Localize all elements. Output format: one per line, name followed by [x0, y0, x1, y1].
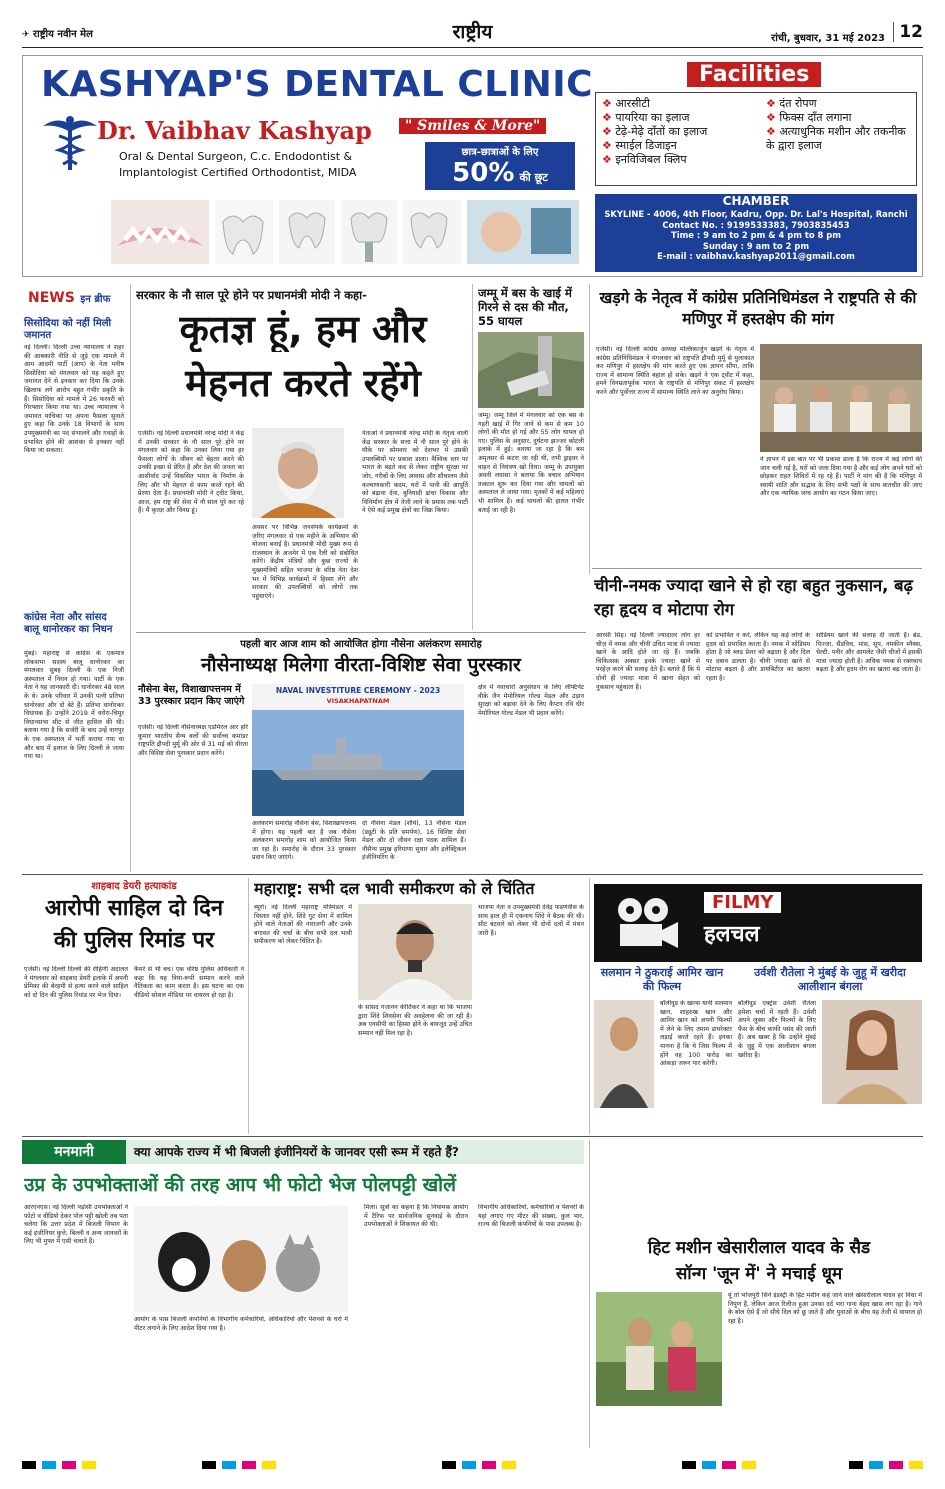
- salt-body-3: सोडियम खाने की सलाह दी जाती है। ब्रेड, पिज्जा, सैंडविच, मांस, सूप, नमकीन स्नैक्स, चेल्टी, पनीर और आमलेट जैसी चीजों में इसकी मात्रा ज्यादा होती है। अधिक नमक से रक्तचाप बढ़ता है और हृदय रोग का खतरा बढ़ जाता है।: [816, 632, 922, 674]
- news-brief-item-1-title: सिसोदिया को नहीं मिली जमानत: [24, 318, 112, 341]
- kharge-body-2: ने ज्ञापन में इस बात पर भी प्रकाश डाला है कि राज्य में कई लोगों की जान चली गई है, घरों को जला दिया गया है और कई लोग अपने घरों को छोड़कर राहत शिविरों में रह रहे हैं। पार्टी ने मांग की है कि मणिपुर में स्थायी शांति और सद्भाव के लिए सभी पक्षों के साथ बातचीत की जाए और एक न्यायिक जांच आयोग का गठन किया जाए।: [760, 456, 922, 498]
- salt-headline: चीनी-नमक ज्यादा खाने से हो रहा बहुत नुकसान, बढ़ रहा हृदय व मोटापा रोग: [594, 576, 913, 619]
- urvashi-photo: [822, 1000, 922, 1104]
- diamond-icon: ❖: [766, 125, 776, 138]
- navy-body-3: दो नौसेना मेडल (शौर्य), 13 नौसेना मेडल (ड्यूटी के प्रति समर्पण), 16 विशिष्ट सेवा मेडल और दो जीवन रक्षा पदक शामिल हैं। नौसैन्य प्रमुख हरियाणा सुधार और इलेक्ट्रिकल इंजीनियरिंग के: [362, 820, 466, 862]
- navy-banner: NAVAL INVESTITURE CEREMONY - 2023: [275, 686, 441, 695]
- navy-photo: [252, 684, 464, 816]
- modi-headline-2: मेहनत करते रहेंगे: [185, 361, 421, 405]
- khesari-photo: [596, 1292, 722, 1406]
- chamber-sunday: Sunday : 9 am to 2 pm: [702, 240, 810, 251]
- urvashi-headline: उर्वशी रौतेला ने मुंबई के जुहू में खरीदा आलीशान बंगला: [754, 966, 906, 993]
- electricity-body-2: आयोग के पास बिजली कंपनियों के विभागीय कर्मचारियों, अधिकारियों और पेंशनर्स के घरों में मीटर लगाने के लिए आदेश दिया गया है।: [134, 1316, 348, 1332]
- modi-body-1: एजेंसी। नई दिल्ली प्रधानमंत्री नरेन्द्र मोदी ने केंद्र में उनकी सरकार के नौ साल पूरे होने पर मंगलवार को कहा कि उनका लिया गया हर फैसला लोगों के जीवन को बेहतर करने की उनकी इच्छा से प्रेरित है और देश की जनता का आशीर्वाद उन्हें विकसित भारत के निर्माण के लिए और भी मेहनत से काम करते रहने की प्रेरणा देता है। प्रधानमंत्री मोदी ने ट्वीट किया, आज, हम राष्ट्र की सेवा में नौ साल पूरे कर रहे हैं। मैं कृतज्ञ और विनम्र हूं।: [138, 430, 244, 515]
- facilities-right: [766, 97, 912, 153]
- maha-headline: महाराष्ट्र: सभी दल भावी समीकरण को ले चिंतित: [254, 879, 535, 898]
- khesari-headline-2: सॉन्ग 'जून में' ने मचाई धूम: [675, 1264, 843, 1284]
- masthead: [22, 14, 923, 48]
- facility-item: ❖ पायरिया का इलाज: [602, 111, 690, 124]
- news-brief-item-1-body: नई दिल्ली। दिल्ली उच्च न्यायालय ने शहर की आबकारी नीति से जुड़े एक मामले में आम आदमी पार्टी (आप) के नेता मनीष सिसोदिया को मंगलवार को यह कहते हुए जमानत देने से इनकार कर दिया कि उनके खिलाफ लगे आरोप बहुत गंभीर प्रकृति के हैं। सिसोदिया को मामले में 26 फरवरी को गिरफ्तार किया गया था। उच्च न्यायालय ने जमानत याचिका पर अपना फैसला सुनाते हुए कहा कि उनके 18 विभागों के साथ उपमुख्यमंत्री का पद संभालने और गवाहों के प्रभावित होने की आशंका से इनकार नहीं किया जा सकता।: [24, 344, 124, 455]
- dateline: रांची, बुधवार, 31 मई 2023: [771, 33, 885, 44]
- facility-item: ❖ स्माईल डिजाइन: [602, 139, 677, 152]
- kharge-photo: [760, 344, 922, 452]
- clinic-name: KASHYAP'S DENTAL CLINIC: [41, 64, 594, 105]
- paper-name: ✈ राष्ट्रीय नवीन मेल: [22, 29, 93, 40]
- diamond-icon: ❖: [602, 153, 612, 166]
- kharge-body-1: एजेंसी। नई दिल्ली कांग्रेस अध्यक्ष मल्लिकार्जुन खड़गे के नेतृत्व में कांग्रेस प्रतिनिधिमंडल ने मंगलवार को राष्ट्रपति द्रौपदी मुर्मू से मुलाकात कर मणिपुर में हस्तक्षेप की मांग करते हुए एक ज्ञापन सौंपा, ताकि राज्य में सामान्य स्थिति बहाल हो सके। खड़गे ने एक ट्वीट में कहा, हमने विनम्रतापूर्वक भारत के राष्ट्रपति से मणिपुर संकट में हस्तक्षेप करने और पूर्वोत्तर राज्य में सामान्य स्थिति लाने का अनुरोध किया।: [596, 346, 754, 396]
- kharge-headline: खड़गे के नेतृत्व में कांग्रेस प्रतिनिधिमंडल ने राष्ट्रपति से की मणिपुर में हस्तक्षेप की मांग: [599, 289, 917, 328]
- navy-body-4: क्षेत्र में नवाचारों अनुसंधान के लिए लेफ्टिनेंट वीके जैन मेमोरियल गोल्ड मेडल और उड़ान सुरक्षा को बढ़ावा देने के लिए कैप्टन रवि धीर मेमोरियल गोल्ड मेडल भी प्रदान करेंगे।: [478, 684, 584, 717]
- caduceus-icon: [37, 112, 103, 174]
- news-brief-logo: NEWS इन ब्रीफ: [28, 290, 111, 306]
- salt-body-1: आरसी सिंह। नई दिल्ली ज्यादातर लोग हर चीज़ में नमक और चीनी उचित मात्रा से ज्यादा खाने के आदि होते जा रहे हैं। जबकि चिकित्सक अक्सर इनके ज्यादा खाने से परहेज़ करने की सलाह देते हैं। बताते हैं कि ये दोनों ही ज्यादा मात्रा में खाना सेहत को नुकसान पहुंचाता है।: [596, 632, 700, 691]
- diamond-icon: ❖: [602, 97, 612, 110]
- facilities-left: [602, 97, 762, 167]
- electricity-body-4: विभागीय अधिकारियों, कर्मचारियों व पेंशनरों के यहां लगाए गए मीटर की संख्या, कुल भार, राज्य की बिजली कंपनियों के पास उपलब्ध है।: [478, 1204, 584, 1229]
- chamber-title: CHAMBER: [722, 194, 790, 208]
- offer-percent: 50%: [452, 158, 515, 188]
- diamond-icon: ❖: [602, 125, 612, 138]
- chamber-box: [595, 194, 917, 272]
- maha-body-3: भाजपा नेता व उपमुख्यमंत्री देवेंद्र फडणवीस के साथ हाल ही में एकनाथ शिंदे ने बैठक की थी। सीट बंटवारे को लेकर भी दोनों दलों में मंथन जारी है।: [478, 904, 584, 937]
- bird-icon: ✈: [22, 30, 30, 40]
- facilities-title: Facilities: [687, 62, 821, 87]
- facility-item: ❖ अत्याधुनिक मशीन और तकनीक के द्वारा इलाज: [766, 125, 906, 152]
- facility-item: ❖ टेढ़े-मेढ़े दाँतों का इलाज: [602, 125, 708, 138]
- facility-item: ❖ दंत रोपण: [766, 97, 817, 110]
- electricity-headline: उप्र के उपभोक्ताओं की तरह आप भी फोटो भेज पोलपट्टी खोलें: [24, 1174, 456, 1196]
- diamond-icon: ❖: [602, 139, 612, 152]
- salman-photo: [594, 1000, 654, 1108]
- modi-headline-1: कृतज्ञ हूं, हम और: [179, 307, 427, 351]
- maha-photo: [358, 904, 472, 1000]
- sahil-headline-2: की पुलिस रिमांड पर: [53, 928, 215, 953]
- facilities-box: [595, 92, 917, 186]
- navy-subhead: नौसेना बेस, विशाखापत्तनम में 33 पुरस्कार प्रदान किए जाएंगे: [138, 684, 245, 707]
- offer-label: छात्र-छात्राओं के लिए: [461, 147, 539, 158]
- khesari-headline-1: हिट मशीन खेसारीलाल यादव के सैड: [647, 1238, 871, 1258]
- sahil-headline-1: आरोपी साहिल दो दिन: [44, 896, 224, 921]
- news-brief-item-2-title: कांग्रेस नेता और सांसद बालू धानोरकर का निधन: [24, 612, 113, 635]
- urvashi-body: बॉलीवुड एक्ट्रेस उर्वशी रौतेला हमेशा चर्चा में रहती हैं। उर्वशी अपने लुक्स और फिल्मों के लिए फैंस के बीच काफी पसंद की जाती हैं। अब खबर है कि उन्होंने मुंबई के जुहू में एक आलीशान बंगला खरीदा है।: [738, 1000, 816, 1059]
- color-registration-bar: [22, 1456, 923, 1468]
- bus-body: जम्मू। जम्मू जिले में मंगलवार को एक बस के गहरी खाई में गिर जाने से कम से कम 10 लोगों की मौत हो गई और 55 लोग घायल हो गए। पुलिस के अनुसार, दुर्घटना झज्जर कोटली इलाके में हुई। बताया जा रहा है कि बस अमृतसर से कटरा जा रही थी, तभी ड्राइवर ने वाहन से नियंत्रण खो दिया। जम्मू के उपायुक्त अवनी लवासा ने बताया कि बचाव अभियान तत्काल शुरू कर दिया गया और घायलों को अस्पताल ले जाया गया। मृतकों में कई महिलाएं भी शामिल हैं। कई घायलों की हालत गंभीर बताई जा रही है।: [478, 412, 584, 514]
- diamond-icon: ❖: [602, 111, 612, 124]
- qualification-1: Oral & Dental Surgeon, C.c. Endodontist &: [119, 150, 353, 163]
- tagline: " Smiles & More": [399, 118, 546, 134]
- diamond-icon: ❖: [766, 97, 776, 110]
- sahil-body-2: कैमरे से भी बच। एक वरिष्ठ पुलिस अधिकारी ने कहा कि यह त्रिया-रूपी सम्मान करने वाले नैतिकता का काम करता है। इस घटना का एक वीडियो सोशल मीडिया पर वायरल हो रहा है।: [134, 966, 244, 999]
- maha-body-2: के सांसद गजानन कीर्तिकर ने कहा था कि भाजपा द्वारा शिंदे शिवसेना की अवहेलना की जा रही है। अब एनसीपी का हिस्सा होने के बावजूद उन्हें उचित सम्मान नहीं मिल रहा है।: [358, 1004, 472, 1037]
- navy-body-2: अलंकरण समारोह नौसेना बेस, विशाखापत्तनम में होगा। यह पहली बार है जब नौसेना अलंकरण समारोह शाम को आयोजित किया जा रहा है। समारोह के दौरान 33 पुरस्कार प्रदान किए जाएंगे।: [252, 820, 356, 862]
- salman-body: बॉलीवुड के खान्स यानी सलमान खान, शाहरुख खान और आमिर खान को अपनी फिल्मों में लेने के लिए तमाम डायरेक्टर लड़ाई करते रहते हैं। इनका मानना है कि ये जिस फिल्म में होंगे वह 100 करोड़ का आंकड़ा जरूर पार करेगी।: [660, 1000, 732, 1068]
- news-brief-item-2-body: मुंबई। महाराष्ट्र से कांग्रेस के एकमात्र लोकसभा सदस्य बालू धानोरकर का मंगलवार सुबह दिल्ली के एक निजी अस्पताल में निधन हो गया। पार्टी के एक नेता ने यह जानकारी दी। धानोरकर 48 साल के थे। उनके परिवार में उनकी पत्नी प्रतिभा धानोरकर और दो बेटे हैं। प्रतिभा धानोरकर विधायक हैं। उन्होंने 2019 में वरोरा-चिमूर विधानसभा सीट से जीत हासिल की थी। बताया गया है कि सर्जरी के बाद उन्हें नागपुर के एक अस्पताल में भर्ती कराया गया था और बाद में इलाज के लिए दिल्ली ले जाया गया था।: [24, 650, 124, 761]
- chamber-email: E-mail : vaibhav.kashyap2011@gmail.com: [657, 251, 855, 261]
- filmy-logo-1: FILMY: [704, 892, 781, 913]
- electricity-tag: मनमानी: [22, 1140, 126, 1164]
- sahil-body-1: एजेंसी। नई दिल्ली दिल्ली की रोहिणी अदालत ने मंगलवार को शाहबाद डेयरी इलाके में अपनी प्रेमिका की बेरहमी से हत्या करने वाले साहिल को दो दिन की पुलिस रिमांड पर भेज दिया।: [24, 966, 128, 999]
- electricity-kicker: क्या आपके राज्य में भी बिजली इंजीनियरों के जानवर एसी रूम में रहते हैं?: [126, 1140, 584, 1164]
- navy-body-1: एजेंसी। नई दिल्ली नौसेनाध्यक्ष एडमिरल आर हरि कुमार भारतीय सैन्य बलों की सर्वोच्च कमांडर राष्ट्रपति द्रौपदी मुर्मू की ओर से 31 मई को वीरता और विशिष्ट सेवा पुरस्कार प्रदान करेंगे।: [138, 724, 248, 757]
- chamber-contact: Contact No. : 9199533383, 7903835453: [662, 219, 850, 230]
- section-title: राष्ट्रीय: [452, 21, 493, 43]
- facility-item: ❖ आरसीटी: [602, 97, 650, 110]
- salt-body-2: को प्रभावित न करे, लेकिन यह कई लोगों के हृदय को प्रभावित करता है। नमक में सोडियम होता है जो ब्लड प्रेशर को बढ़ाता है और दिल पर दबाव डालता है। चीनी ज्यादा खाने से मोटापा बढ़ता है और डायबिटीज का खतरा रहता है।: [706, 632, 810, 682]
- dental-photo-strip: [111, 196, 581, 268]
- chamber-time: Time : 9 am to 2 pm & 4 pm to 8 pm: [671, 230, 841, 240]
- filmy-banner: [594, 884, 922, 962]
- chamber-address: SKYLINE - 4006, 4th Floor, Kadru, Opp. Dr. Lal's Hospital, Ranchi: [604, 209, 908, 219]
- offer-box: [425, 142, 575, 190]
- bus-photo: [478, 332, 584, 408]
- navy-banner-sub: VISAKHAPATNAM: [326, 697, 390, 705]
- maha-body-1: ब्यूरो। नई दिल्ली महाराष्ट्र मंत्रिमंडल में विस्तार नहीं होने, शिंदे गुट सेना में शामिल होने वाले नेताओं की नाराजगी और उनके बगावत की चर्चा के बीच सभी दल भावी समीकरण को लेकर चिंतित हैं।: [254, 904, 352, 946]
- filmy-logo-2: हलचल: [704, 922, 760, 947]
- modi-photo: [252, 428, 344, 518]
- page-number: 12: [893, 22, 923, 42]
- film-reel-icon: [610, 894, 680, 952]
- electricity-body-3: मिला। सूत्रों का कहना है कि नियामक आयोग में टैरिफ पर सार्वजनिक सुनवाई के दौरान उपभोक्ताओं ने शिकायत की थी।: [364, 1204, 468, 1229]
- dental-ad: [22, 55, 923, 277]
- electricity-body-1: आरएनएस। नई दिल्ली पड़ोसी उपभोक्ताओं ने फोटो व वीडियो देकर पोल पट्टी खोली तब पता चलेगा कि उत्तर प्रदेश में बिजली विभाग के कई इंजीनियर कुत्ते, बिल्ली व अन्य जानवरों के लिए भी मुफ्त में एसी चलाते हैं।: [24, 1204, 128, 1246]
- facility-item: ❖ इनविजिबल क्लिप: [602, 153, 687, 166]
- qualification-2: Implantologist Certified Orthodontist, MIDA: [119, 166, 357, 179]
- khesari-body: यूं तो भोजपुरी सिने इंडस्ट्री के हिट मशीन कहे जाने वाले खेसारीलाल यादव हर विधा में निपुण हैं, लेकिन आज रिलीज हुआ उनका दर्द भरा गाना बेहद खास लग रहा है। गाने के बोल ऐसे हैं जो सीधे दिल को छू जाते हैं और युवाओं के बीच यह तेजी से वायरल हो रहा है।: [728, 1292, 922, 1325]
- modi-body-3: नेताओं ने प्रधानमंत्री नरेन्द्र मोदी के नेतृत्व वाली केंद्र सरकार के सत्ता में नौ साल पूरे होने के मौके पर सोमवार को देशभर में उसकी उपलब्धियों पर प्रकाश डाला। वैश्विक स्तर पर भारत के बढ़ते कद से लेकर राष्ट्रीय सुरक्षा पर जोर, गरीबों के लिए आवास और शौचालय जैसे कल्याणकारी कदम, घरों में पानी की आपूर्ति को बढ़ावा देना, बुनियादी ढांचा विकास और विनिर्माण क्षेत्र में तेजी लाने के प्रयास तक पार्टी ने ऐसे कई प्रमुख क्षेत्रों का जिक्र किया।: [362, 430, 468, 515]
- navy-kicker: पहली बार आज शाम को आयोजित होगा नौसेना अलंकरण समारोह: [240, 639, 482, 650]
- bus-headline: जम्मू में बस के खाई में गिरने से दस की मौत, 55 घायल: [478, 286, 572, 328]
- diamond-icon: ❖: [766, 111, 776, 124]
- doctor-name: Dr. Vaibhav Kashyap: [97, 116, 372, 145]
- modi-kicker: सरकार के नौ साल पूरे होने पर प्रधानमंत्री मोदी ने कहा-: [136, 288, 367, 302]
- facility-item: ❖ फिक्स दाँत लगाना: [766, 111, 852, 124]
- pets-photo: [134, 1206, 348, 1312]
- modi-body-2: अवसर पर विभिन्न जनसंपर्क कार्यक्रमों के ज़रिए मंगलवार से एक महीने के अभियान की योजना बनाई है। प्रधानमंत्री मोदी मुख्य रूप से राजस्थान के अजमेर में एक रैली को संबोधित करेंगे। केंद्रीय मंत्रियों और कुछ राज्यों के मुख्यमंत्रियों सहित भाजपा के वरिष्ठ नेता देश भर में विभिन्न कार्यक्रमों में हिस्सा लेंगे और सरकार की उपलब्धियों को लोगों तक पहुंचाएंगे।: [252, 524, 358, 600]
- navy-headline: नौसेनाध्यक्ष मिलेगा वीरता-विशिष्ट सेवा पुरस्कार: [201, 654, 521, 676]
- salman-headline: सलमान ने ठुकराई आमिर खान की फिल्म: [600, 966, 724, 993]
- sahil-kicker: शाहबाद डेयरी हत्याकांड: [91, 881, 177, 892]
- offer-suffix: की छूट: [519, 171, 548, 184]
